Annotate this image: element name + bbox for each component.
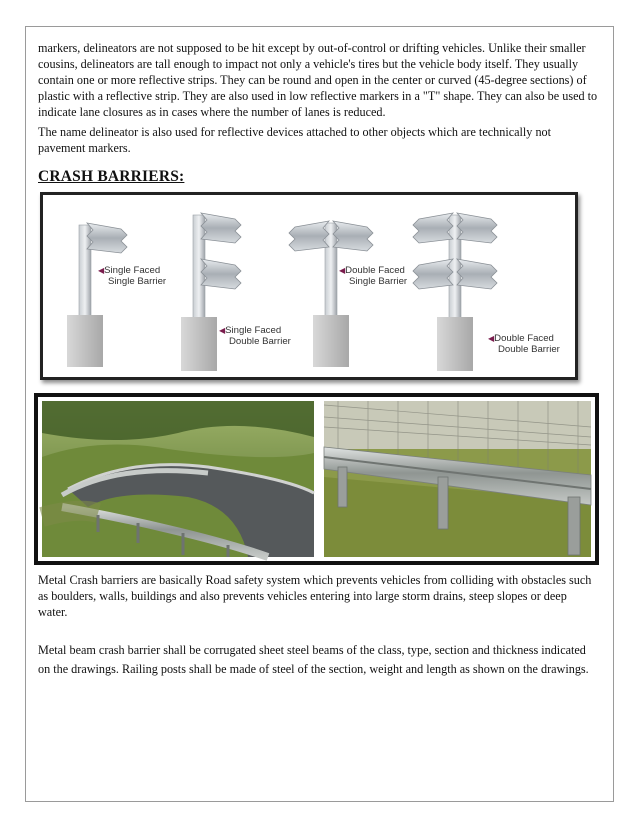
barrier-types-figure [40,192,578,380]
crash-barrier-photos [34,393,599,565]
label-double-faced-single: ◀Double Faced Single Barrier [339,265,408,287]
barrier-double-faced-single [289,221,373,367]
arrow-left-icon: ◀ [219,326,226,335]
paragraph-metal-beam-spec: Metal beam crash barrier shall be corrugated sheet steel beams of the class, type, section and thickness indicated on the drawings. Railing posts shall be made of steel of the section, weight and length as shown on the drawings. [38,643,589,676]
barrier-single-faced-double [181,213,241,371]
photos-illustration [38,397,595,561]
photo-curved-road [42,401,314,557]
arrow-left-icon: ◀ [488,334,495,343]
label-single-faced-single: ◀Single Faced Single Barrier [98,265,167,287]
arrow-left-icon: ◀ [98,266,105,275]
paragraph-metal-crash-barriers: Metal Crash barriers are basically Road safety system which prevents vehicles from colliding with obstacles such as boulders, walls, buildings and also prevents vehicles entering into large storm drains, steep slopes or deep water. [38,573,592,619]
section-heading: CRASH BARRIERS: [38,168,185,185]
photo-guard-rail-closeup [324,401,591,557]
barrier-single-faced-single [67,223,127,367]
arrow-left-icon: ◀ [339,266,346,275]
label-single-faced-double: ◀Single Faced Double Barrier [219,325,291,347]
paragraph-delineator-name: The name delineator is also used for reflective devices attached to other objects which are technically not pavement markers. [38,125,552,155]
barrier-double-faced-double [413,213,497,371]
paragraph-delineators: markers, delineators are not supposed to be hit except by out-of-control or drifting vehicles. Unlike their smaller cousins, delineators are tall enough to impact not only a vehicle's tires but the vehicle body itself. They usually contain one or more reflective strips. They can be round and open in the center or curved (45-degree sections) of plastic with a reflective strip. They are also used in low reflective markers in a "T" shape. They can also be used to indicate lane closures as in cases where the number of lanes is reduced. [38,41,598,119]
label-double-faced-double: ◀Double Faced Double Barrier [488,333,560,355]
